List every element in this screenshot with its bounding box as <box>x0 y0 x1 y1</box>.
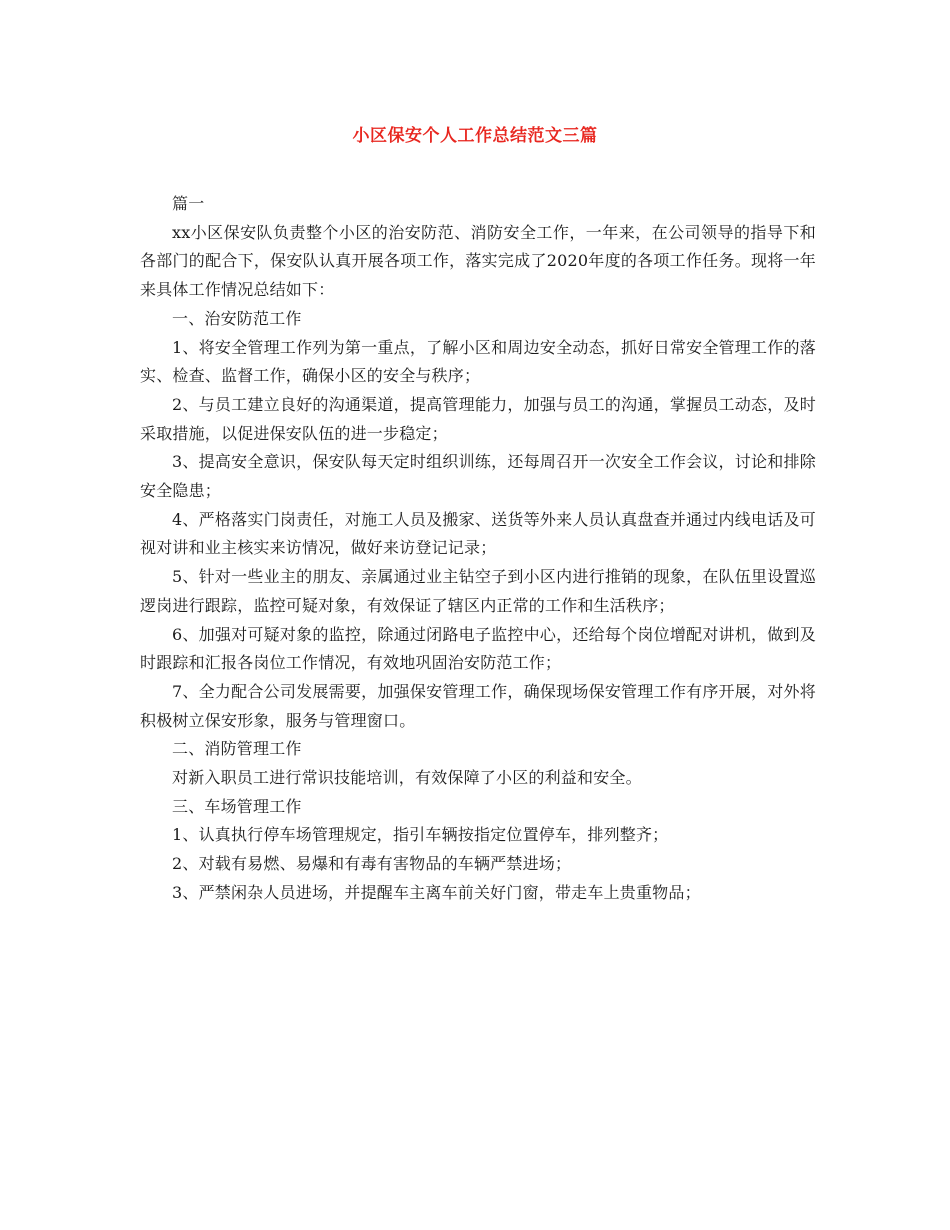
heading-security-prevention: 一、治安防范工作 <box>172 308 302 328</box>
list-item: 7、全力配合公司发展需要，加强保安管理工作，确保现场保安管理工作有序开展，对外将积极树立保安形象，服务与管理窗口。 <box>140 681 816 730</box>
heading-parking-management: 三、车场管理工作 <box>172 796 302 816</box>
document-body <box>140 190 816 908</box>
list-item: 3、严禁闲杂人员进场，并提醒车主离车前关好门窗，带走车上贵重物品； <box>172 882 701 902</box>
list-item: 2、对载有易燃、易爆和有毒有害物品的车辆严禁进场； <box>172 854 572 874</box>
heading-fire-management: 二、消防管理工作 <box>172 739 302 759</box>
intro-paragraph: xx小区保安队负责整个小区的治安防范、消防安全工作，一年来，在公司领导的指导下和各部门的配合下，保安队认真开展各项工作，落实完成了2020年度的各项工作任务。现将一年来具体工作情况总结如下： <box>140 222 816 300</box>
fire-management-paragraph: 对新入职员工进行常识技能培训，有效保障了小区的利益和安全。 <box>172 768 642 788</box>
list-item: 6、加强对可疑对象的监控，除通过闭路电子监控中心，还给每个岗位增配对讲机，做到及时跟踪和汇报各岗位工作情况，有效地巩固治安防范工作； <box>140 624 816 673</box>
section-label-part-one: 篇一 <box>172 194 205 213</box>
list-item: 4、严格落实门岗责任，对施工人员及搬家、送货等外来人员认真盘查并通过内线电话及可视对讲和业主核实来访情况，做好来访登记记录； <box>140 509 816 558</box>
list-item: 5、针对一些业主的朋友、亲属通过业主钻空子到小区内进行推销的现象，在队伍里设置巡逻岗进行跟踪，监控可疑对象，有效保证了辖区内正常的工作和生活秩序； <box>140 567 816 615</box>
list-item: 1、认真执行停车场管理规定，指引车辆按指定位置停车，排列整齐； <box>172 825 669 845</box>
list-item: 3、提高安全意识，保安队每天定时组织训练，还每周召开一次安全工作会议，讨论和排除安全隐患； <box>140 452 816 501</box>
list-item: 1、将安全管理工作列为第一重点，了解小区和周边安全动态，抓好日常安全管理工作的落实、检查、监督工作，确保小区的安全与秩序； <box>140 337 816 386</box>
list-item: 2、与员工建立良好的沟通渠道，提高管理能力，加强与员工的沟通，掌握员工动态，及时采取措施，以促进保安队伍的进一步稳定； <box>140 394 816 443</box>
document-title: 小区保安个人工作总结范文三篇 <box>352 126 598 146</box>
